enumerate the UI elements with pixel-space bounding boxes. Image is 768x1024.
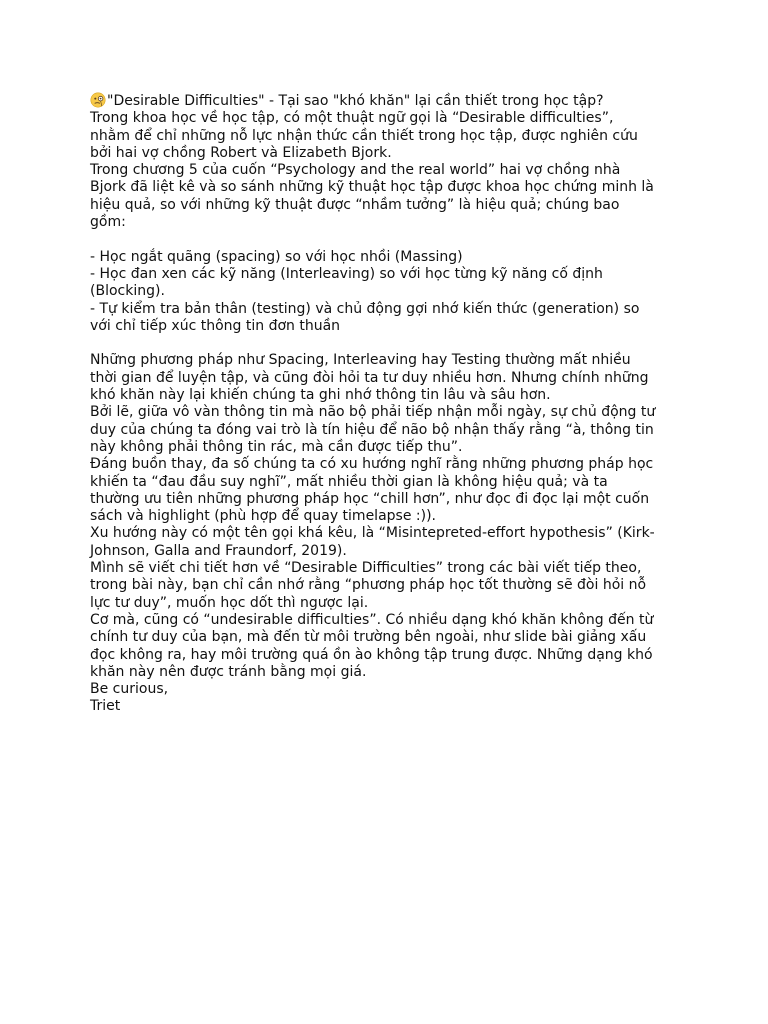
intro-line: Trong khoa học về học tập, có một thuật ngữ gọi là “Desirable difficulties”, [90,110,614,127]
body-line: Những phương pháp như Spacing, Interleaving hay Testing thường mất nhiều [90,352,631,369]
body-line: khăn này nên được tránh bằng mọi giá. [90,663,367,680]
list-item: - Học đan xen các kỹ năng (Interleaving) so với học từng kỹ năng cố định [90,265,603,282]
body-line: này không phải thông tin rác, mà cần được tiếp thu”. [90,438,463,455]
intro-line: hiệu quả, so với những kỹ thuật được “nhầm tưởng” là hiệu quả; chúng bao [90,196,620,213]
body-line: Xu hướng này có một tên gọi khá kêu, là “Misintepreted-effort hypothesis” (Kirk- [90,525,655,542]
body-line: Cơ mà, cũng có “undesirable difficulties”. Có nhiều dạng khó khăn không đến từ [90,611,654,628]
paragraph-spacer [90,231,680,248]
body-line: Mình sẽ viết chi tiết hơn về “Desirable Difficulties” trong các bài viết tiếp theo, [90,560,642,577]
document-title: "Desirable Difficulties" - Tại sao "khó khăn" lại cần thiết trong học tập? [107,93,604,109]
closing-line: Be curious, [90,681,169,698]
body-line: lực tư duy”, muốn học dốt thì ngược lại. [90,594,369,611]
body-line: trong bài này, bạn chỉ cần nhớ rằng “phương pháp học tốt thường sẽ đòi hỏi nỗ [90,577,647,594]
list-item: với chỉ tiếp xúc thông tin đơn thuần [90,317,341,334]
list-item: - Tự kiểm tra bản thân (testing) và chủ động gợi nhớ kiến thức (generation) so [90,300,640,317]
intro-line: Bjork đã liệt kê và so sánh những kỹ thuật học tập được khoa học chứng minh là [90,179,654,196]
intro-line: nhằm để chỉ những nỗ lực nhận thức cần thiết trong học tập, được nghiên cứu [90,127,638,144]
intro-line: Trong chương 5 của cuốn “Psychology and the real world” hai vợ chồng nhà [90,162,621,179]
intro-line: bởi hai vợ chồng Robert và Elizabeth Bjork. [90,144,392,161]
body-line: thường ưu tiên những phương pháp học “chill hơn”, như đọc đi đọc lại một cuốn [90,490,650,507]
body-line: duy của chúng ta đóng vai trò là tín hiệu để não bộ nhận thấy rằng “à, thông tin [90,421,654,438]
body-line: đọc không ra, hay môi trường quá ồn ào không tập trung được. Những dạng khó [90,646,653,663]
face-with-monocle-icon [90,92,106,108]
body-line: khiến ta “đau đầu suy nghĩ”, mất nhiều thời gian là không hiệu quả; và ta [90,473,608,490]
body-line: thời gian để luyện tập, và cũng đòi hỏi ta tư duy nhiều hơn. Nhưng chính những [90,369,649,386]
intro-line: gồm: [90,214,126,231]
body-line: khó khăn này lại khiến chúng ta ghi nhớ thông tin lâu và sâu hơn. [90,387,551,404]
signature: Triet [90,698,121,715]
paragraph-spacer [90,335,680,352]
body-line: sách và highlight (phù hợp để quay timelapse :)). [90,508,436,525]
list-item: - Học ngắt quãng (spacing) so với học nhồi (Massing) [90,248,463,265]
list-item: (Blocking). [90,283,165,300]
body-line: chính tư duy của bạn, mà đến từ môi trường bên ngoài, như slide bài giảng xấu [90,629,647,646]
document-page [90,92,680,716]
body-line: Bởi lẽ, giữa vô vàn thông tin mà não bộ phải tiếp nhận mỗi ngày, sự chủ động tư [90,404,656,421]
body-line: Đáng buồn thay, đa số chúng ta có xu hướng nghĩ rằng những phương pháp học [90,456,654,473]
body-line: Johnson, Galla and Fraundorf, 2019). [90,542,347,559]
document-title-line [90,92,680,110]
